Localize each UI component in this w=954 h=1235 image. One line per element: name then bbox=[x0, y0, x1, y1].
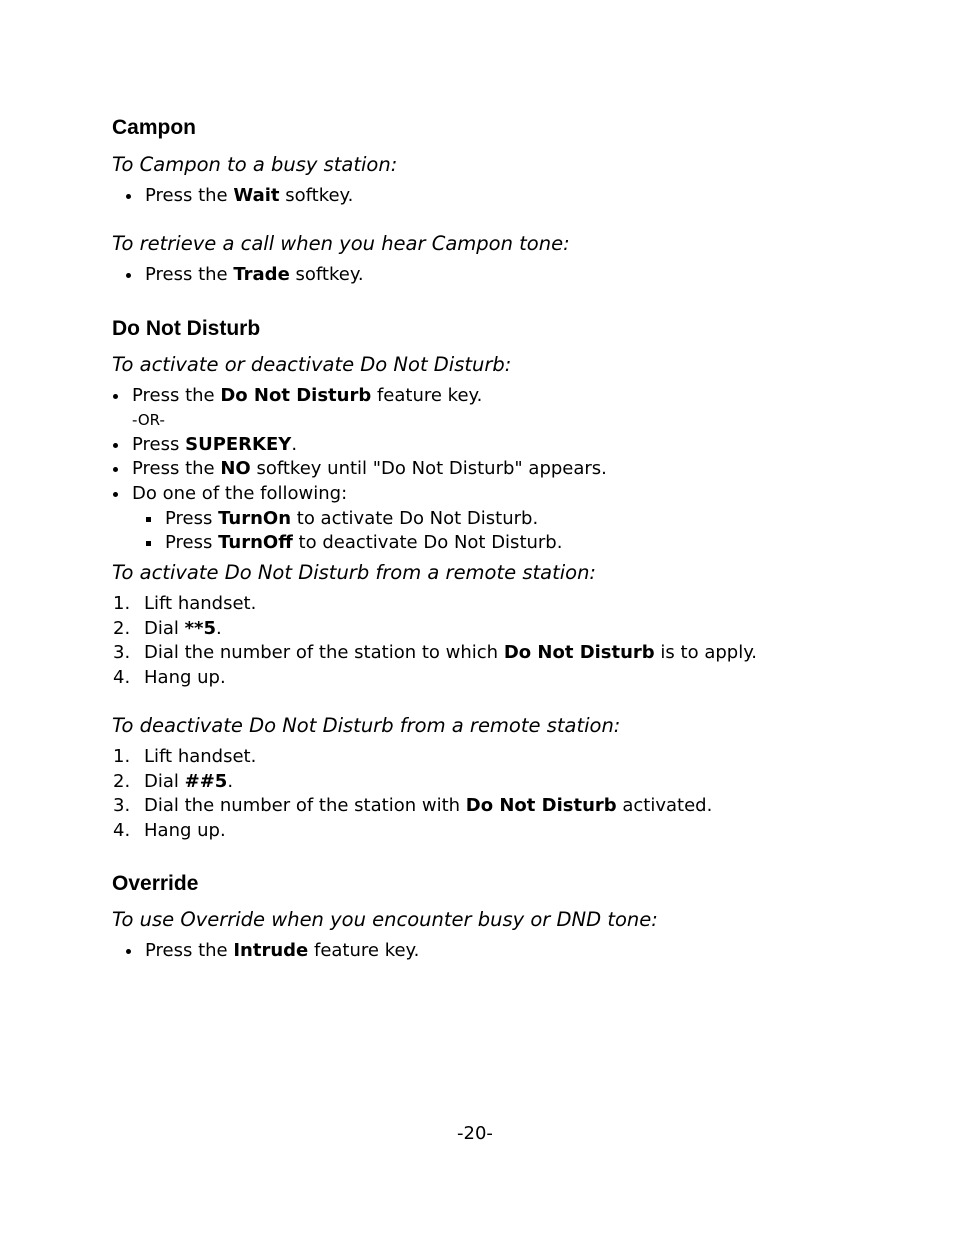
bullet-icon bbox=[126, 273, 131, 278]
bullet-icon bbox=[126, 949, 131, 954]
bullet-icon bbox=[113, 443, 118, 448]
bullet-icon bbox=[113, 394, 118, 399]
intro-dnd-remote-deactivate: To deactivate Do Not Disturb from a remote station: bbox=[112, 714, 621, 737]
list-item: Press the Wait softkey. bbox=[126, 185, 353, 206]
bullet-icon bbox=[113, 467, 118, 472]
numbered-step: 1. Lift handset. bbox=[113, 746, 257, 767]
bullet-icon bbox=[113, 492, 118, 497]
intro-campon: To Campon to a busy station: bbox=[112, 153, 398, 176]
heading-do-not-disturb: Do Not Disturb bbox=[112, 317, 261, 340]
heading-override: Override bbox=[112, 872, 199, 895]
numbered-step: 4. Hang up. bbox=[113, 820, 226, 841]
numbered-step: 3. Dial the number of the station with Do Not Disturb activated. bbox=[113, 795, 713, 816]
intro-dnd: To activate or deactivate Do Not Disturb: bbox=[112, 353, 512, 376]
bullet-icon bbox=[126, 194, 131, 199]
list-item: Press the Trade softkey. bbox=[126, 264, 364, 285]
sub-list-item: Press TurnOff to deactivate Do Not Disturb. bbox=[146, 532, 562, 553]
list-item: Press the NO softkey until "Do Not Disturb" appears. bbox=[113, 458, 607, 479]
numbered-step: 3. Dial the number of the station to which Do Not Disturb is to apply. bbox=[113, 642, 758, 663]
intro-dnd-remote-activate: To activate Do Not Disturb from a remote station: bbox=[112, 561, 597, 584]
intro-campon-retrieve: To retrieve a call when you hear Campon tone: bbox=[112, 232, 570, 255]
numbered-step: 2. Dial **5. bbox=[113, 618, 222, 639]
list-item: Do one of the following: bbox=[113, 483, 347, 504]
square-bullet-icon bbox=[146, 541, 151, 546]
page-number: -20- bbox=[457, 1123, 493, 1144]
or-separator: -OR- bbox=[132, 411, 165, 429]
numbered-step: 4. Hang up. bbox=[113, 667, 226, 688]
numbered-step: 2. Dial ##5. bbox=[113, 771, 234, 792]
square-bullet-icon bbox=[146, 517, 151, 522]
sub-list-item: Press TurnOn to activate Do Not Disturb. bbox=[146, 508, 538, 529]
heading-campon: Campon bbox=[112, 116, 196, 139]
list-item: Press the Do Not Disturb feature key. bbox=[113, 385, 482, 406]
list-item: Press the Intrude feature key. bbox=[126, 940, 419, 961]
list-item: Press SUPERKEY. bbox=[113, 434, 297, 455]
numbered-step: 1. Lift handset. bbox=[113, 593, 257, 614]
intro-override: To use Override when you encounter busy or DND tone: bbox=[112, 908, 658, 931]
